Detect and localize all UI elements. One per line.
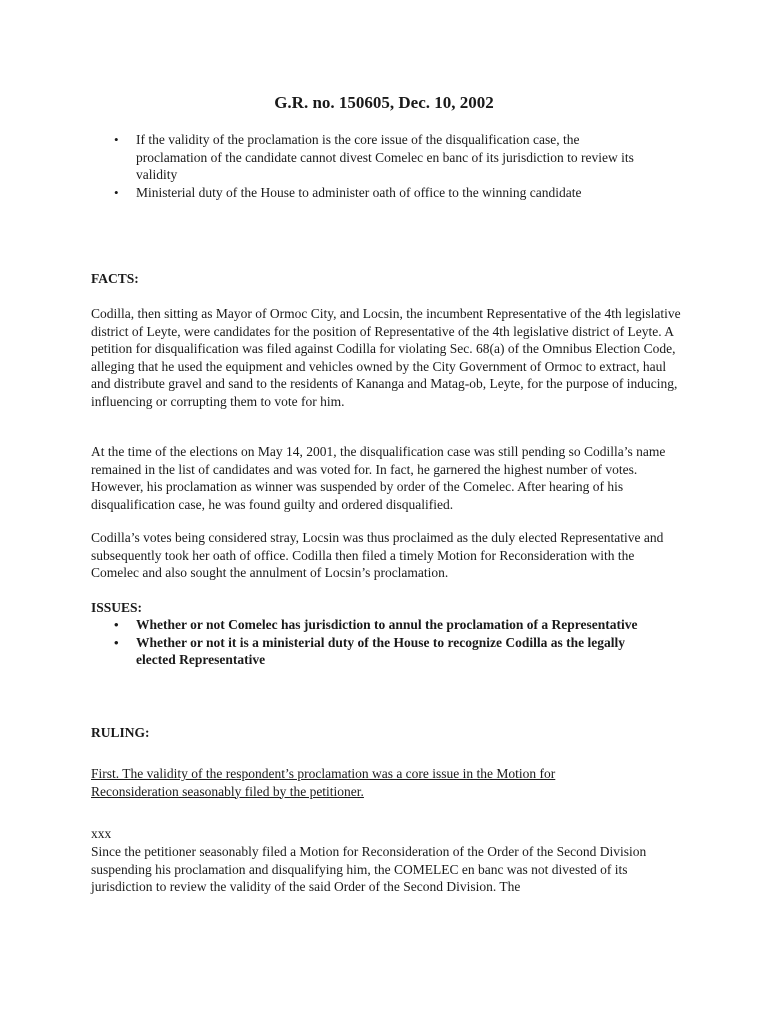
facts-heading: FACTS:: [91, 271, 139, 286]
facts-paragraph: At the time of the elections on May 14, 2001, the disqualification case was still pending so Codilla’s name remained in the list of candidates and was voted for. In fact, he garnered the highest number of votes. However, his proclamation as winner was suspended by order of the Comelec. After hearing of his disqualification case, he was found guilty and ordered disqualified.: [91, 444, 666, 512]
issues-list: [91, 616, 651, 669]
doctrine-item: • If the validity of the proclamation is the core issue of the disqualification case, the proclamation of the candidate cannot divest Comelec en banc of its jurisdiction to review its validity: [91, 131, 683, 184]
issue-item: • Whether or not Comelec has jurisdiction to annul the proclamation of a Representative: [91, 616, 651, 634]
ruling-first-point: First. The validity of the respondent’s proclamation was a core issue in the Motion for Reconsideration seasonably filed by the petitioner.: [91, 766, 556, 799]
doctrine-item: • Ministerial duty of the House to administer oath of office to the winning candidate: [91, 184, 683, 202]
facts-paragraph: Codilla’s votes being considered stray, Locsin was thus proclaimed as the duly elected Representative and subsequently took her oath of office. Codilla then filed a timely Motion for Reconsideration with the Comelec and also sought the annulment of Locsin’s proclamation.: [91, 530, 664, 580]
doctrine-list: [91, 131, 683, 201]
ruling-ellipsis: xxx: [91, 826, 112, 841]
issue-item: • Whether or not it is a ministerial duty of the House to recognize Codilla as the legally elected Representative: [91, 634, 651, 669]
facts-paragraph: Codilla, then sitting as Mayor of Ormoc City, and Locsin, the incumbent Representative of the 4th legislative district of Leyte, were candidates for the position of Representative of the 4th legislative district of Leyte. A petition for disqualification was filed against Codilla for violating Sec. 68(a) of the Omnibus Election Code, alleging that he used the equipment and vehicles owned by the City Government of Ormoc to extract, haul and distribute gravel and sand to the residents of Kananga and Matag-ob, Leyte, for the purpose of inducing, influencing or corrupting them to vote for him.: [91, 306, 681, 409]
ruling-heading: RULING:: [91, 725, 150, 740]
case-title: G.R. no. 150605, Dec. 10, 2002: [274, 93, 494, 112]
ruling-paragraph: Since the petitioner seasonably filed a Motion for Reconsideration of the Order of the Second Division suspending his proclamation and disqualifying him, the COMELEC en banc was not divested of its jurisdiction to review the validity of the said Order of the Second Division. The: [91, 844, 647, 894]
issues-heading: ISSUES:: [91, 600, 143, 615]
